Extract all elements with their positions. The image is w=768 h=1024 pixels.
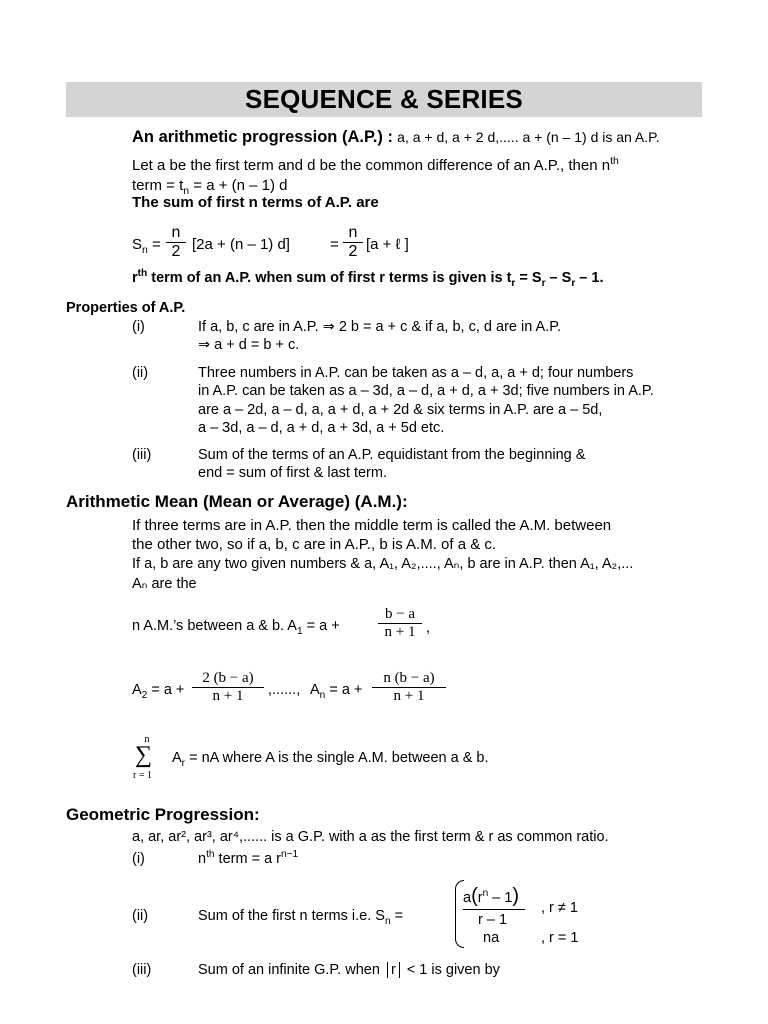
gp-case1-a: a xyxy=(463,890,472,906)
gp-intro: a, ar, ar², ar³, ar⁴,...... is a G.P. with a as the first term & r as common ratio. xyxy=(132,829,609,845)
gp-i-line xyxy=(198,851,298,867)
gp-i-pre: n xyxy=(198,851,207,867)
am-a2-pre: A xyxy=(132,682,142,698)
gp-case1-denominator: r – 1 xyxy=(478,912,508,928)
property-2-line-4: a – 3d, a – d, a + d, a + 3d, a + 5d etc. xyxy=(198,420,445,436)
ap-intro-th: th xyxy=(610,155,619,167)
am-dots: ,......, xyxy=(268,682,301,698)
am-fraction-1 xyxy=(378,606,422,641)
rth-term-line xyxy=(132,268,604,289)
nth-term-label: term = t xyxy=(132,177,184,194)
am-fraction-3-num: n (b − a) xyxy=(383,670,435,686)
ap-definition: a, a + d, a + 2 d,..... a + (n – 1) d is an A.P. xyxy=(397,129,660,145)
sigma-a-sub: r xyxy=(181,757,186,769)
am-para-4: Aₙ are the xyxy=(132,576,197,592)
gp-case1-r: r xyxy=(477,890,483,906)
fraction-n-over-2 xyxy=(166,224,186,261)
rth-final: – 1. xyxy=(575,270,604,286)
ap-sum-heading: The sum of first n terms of A.P. are xyxy=(132,194,379,211)
gp-i-exp: n−1 xyxy=(281,849,299,861)
fraction-n-over-2-b xyxy=(343,224,363,261)
am-a2-sub: 2 xyxy=(141,689,148,701)
rth-r: r xyxy=(132,270,138,286)
am-an-pre: A xyxy=(310,682,320,698)
sigma-text: = nA where A is the single A.M. between a & b. xyxy=(185,750,489,766)
am-an-eq: = a + xyxy=(325,682,363,698)
ap-intro-line2 xyxy=(132,177,288,197)
am-fraction-1-den: n + 1 xyxy=(378,623,422,641)
am-para-1: If three terms are in A.P. then the middle term is called the A.M. between xyxy=(132,517,612,534)
gp-case1-numerator xyxy=(463,885,519,908)
rth-tsub: r xyxy=(511,277,516,289)
sigma-a: A xyxy=(172,750,182,766)
sum-s: S xyxy=(132,236,143,253)
paren-left-icon: ( xyxy=(471,885,478,907)
ap-heading: An arithmetic progression (A.P.) : xyxy=(132,128,393,146)
am-an-sub: n xyxy=(319,689,326,701)
paren-right-icon: ) xyxy=(512,885,520,907)
gp-case1-condition: , r ≠ 1 xyxy=(541,900,578,916)
rth-ssub: r xyxy=(541,277,546,289)
am-fraction-3-den: n + 1 xyxy=(372,687,446,705)
am-fraction-2 xyxy=(192,670,264,705)
ap-intro-line1 xyxy=(132,157,619,174)
gp-case2-value: na xyxy=(483,930,500,946)
gp-case1-minus: – 1 xyxy=(488,890,513,906)
property-3-num: (iii) xyxy=(132,447,152,463)
property-1-line-1: If a, b, c are in A.P. ⇒ 2 b = a + c & if a, b, c, d are in A.P. xyxy=(198,319,562,335)
sum-lhs xyxy=(132,236,161,256)
ap-definition-line xyxy=(132,128,660,147)
am-a2-line xyxy=(132,682,185,701)
gp-iii-num: (iii) xyxy=(132,962,152,978)
sum-s-sub: n xyxy=(142,244,148,256)
property-1-line-2: ⇒ a + d = b + c. xyxy=(198,337,300,353)
gp-case1-sup: n xyxy=(482,888,489,900)
am-heading: Arithmetic Mean (Mean or Average) (A.M.): xyxy=(66,492,408,511)
fraction-numerator: n xyxy=(171,224,181,241)
am-a1-post: = a + xyxy=(302,618,340,634)
gp-ii-eq: = xyxy=(390,908,404,924)
am-fraction-2-den: n + 1 xyxy=(192,687,264,705)
sum-eq: = xyxy=(147,236,161,253)
am-an-line xyxy=(310,682,363,701)
gp-ii-sub: n xyxy=(384,915,391,927)
rth-ssub2: r xyxy=(571,277,576,289)
gp-ii-text: Sum of the first n terms i.e. S xyxy=(198,908,385,924)
page-title: SEQUENCE & SERIES xyxy=(245,84,523,114)
am-a1-sub: 1 xyxy=(296,625,303,637)
gp-case2-condition: , r = 1 xyxy=(541,930,579,946)
fraction-numerator-b: n xyxy=(348,224,358,241)
am-a2-eq: = a + xyxy=(147,682,185,698)
rth-th: th xyxy=(137,268,148,280)
am-a1-pre: n A.M.’s between a & b. A xyxy=(132,618,297,634)
property-3-line-2: end = sum of first & last term. xyxy=(198,465,387,481)
sum-formula-1: [2a + (n – 1) d] xyxy=(192,236,290,253)
abs-r-value: r xyxy=(390,962,396,978)
nth-term-sub: n xyxy=(183,185,190,197)
property-2-line-1: Three numbers in A.P. can be taken as a – d, a, a + d; four numbers xyxy=(198,365,634,381)
gp-i-th: th xyxy=(206,849,215,861)
property-2-line-2: in A.P. can be taken as a – 3d, a – d, a + d, a + 3d; five numbers in A.P. xyxy=(198,383,654,399)
sum-eq-2: = xyxy=(330,236,339,253)
rth-text: term of an A.P. when sum of first r terms is given is t xyxy=(147,270,512,286)
properties-heading: Properties of A.P. xyxy=(66,300,186,316)
am-fraction-1-num: b − a xyxy=(384,606,416,622)
gp-i-num: (i) xyxy=(132,851,145,867)
am-para-3: If a, b are any two given numbers & a, A₁, A₂,...., Aₙ, b are in A.P. then A₁, A₂,... xyxy=(132,556,634,572)
sigma-top: n xyxy=(144,734,150,745)
rth-end: – S xyxy=(545,270,572,286)
fraction-denominator-b: 2 xyxy=(343,242,363,261)
am-fraction-1-comma: , xyxy=(426,620,431,636)
gp-heading: Geometric Progression: xyxy=(66,805,260,824)
sigma-bottom: r = 1 xyxy=(133,770,152,781)
ap-intro-text: Let a be the first term and d be the common difference of an A.P., then n xyxy=(132,157,611,174)
abs-r xyxy=(387,962,400,978)
title-banner xyxy=(66,82,702,117)
am-fraction-3 xyxy=(372,670,446,705)
property-2-num: (ii) xyxy=(132,365,149,381)
gp-i-text: term = a r xyxy=(214,851,282,867)
am-para-2: the other two, so if a, b, c are in A.P., b is A.M. of a & c. xyxy=(132,536,497,553)
gp-iii-line xyxy=(198,962,500,978)
am-fraction-2-num: 2 (b − a) xyxy=(202,670,254,686)
gp-ii-line xyxy=(198,908,404,927)
gp-iii-text: Sum of an infinite G.P. when xyxy=(198,962,380,978)
property-2-line-3: are a – 2d, a – d, a, a + d, a + 2d & six terms in A.P. are a – 5d, xyxy=(198,402,603,418)
nth-term-formula: = a + (n – 1) d xyxy=(189,177,288,194)
am-a1-line xyxy=(132,618,340,637)
gp-iii-end: < 1 is given by xyxy=(406,962,500,978)
property-3-line-1: Sum of the terms of an A.P. equidistant from the beginning & xyxy=(198,447,586,463)
sum-formula-2: [a + ℓ ] xyxy=(366,236,409,253)
sigma-sum-line xyxy=(172,750,489,769)
gp-ii-num: (ii) xyxy=(132,908,149,924)
property-1-num: (i) xyxy=(132,319,145,335)
sigma-icon: ∑ xyxy=(135,742,153,768)
fraction-denominator: 2 xyxy=(166,242,186,261)
rth-mid: = S xyxy=(515,270,542,286)
gp-case1-bar xyxy=(463,909,525,910)
